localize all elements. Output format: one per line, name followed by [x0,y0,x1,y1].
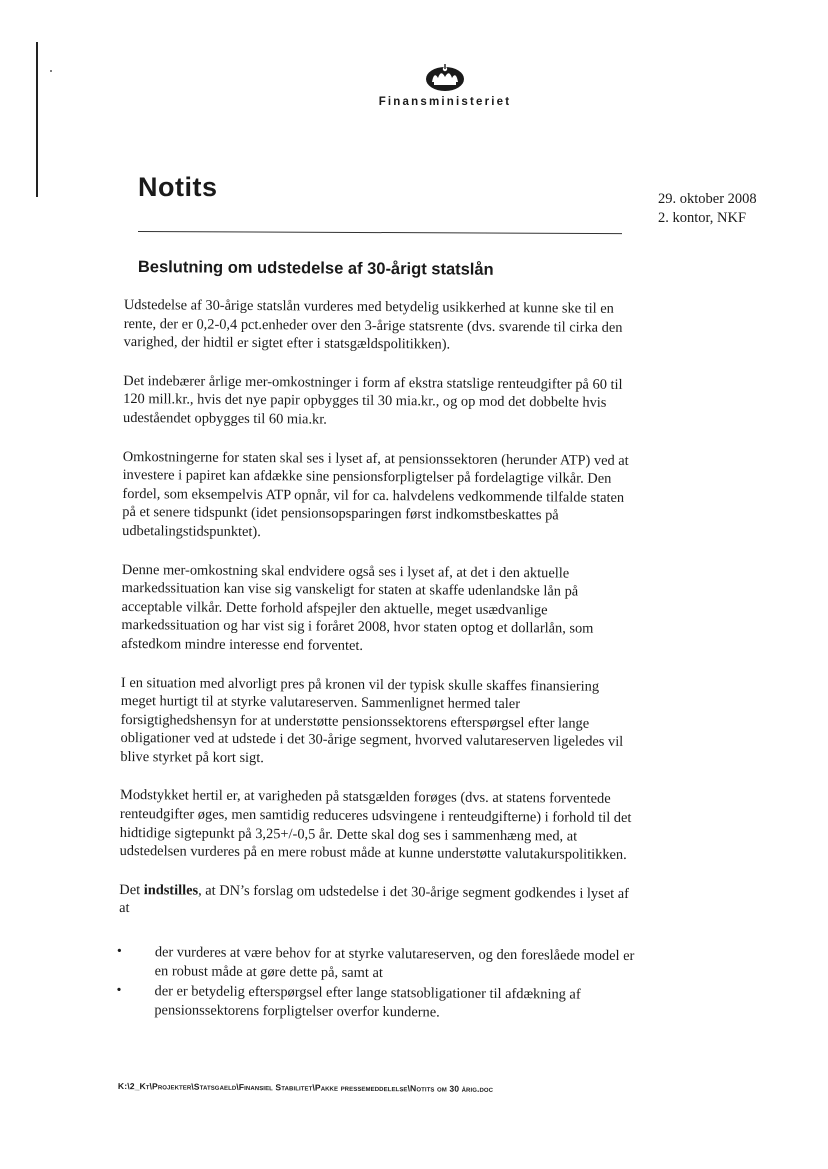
margin-scan-line [36,42,38,197]
scan-speck [50,70,52,72]
paragraph: Omkostningerne for staten skal ses i lyset af, at pensionssektoren (herunder ATP) ved at investere i papiret kan afdække sine pensionsforpligtelser på fordelagtige vilkår. Den fordel, som eksempelvis ATP opnår, vil for ca. halvdelens vedkommende tilfalde staten på et senere tidspunkt (idet pensionsopsparingen først indkomstbeskattes på udbetalingstidspunktet). [122,448,629,541]
recommendation-emphasis: indstilles [143,882,199,899]
paragraph: Denne mer-omkostning skal endvidere også ses i lyset af, at det i den aktuelle markedssituation kan vise sig vanskeligt for staten at skaffe udenlandske lån på acceptable vilkår. Dette forhold afspejler den aktuelle, meget usædvanlige markedssituation og har vist sig i foråret 2008, hvor staten optog et dollarlån, som afstedkom mindre interesse end forventet. [121,561,594,654]
recommendation-rest: , at DN’s forslag om udstedelse i det 30-årige segment godkendes i lyset af at [119,882,629,917]
list-item-text: der vurderes at være behov for at styrke valutareserven, og den foreslåede model er en robust måde at gøre dette på, samt at [154,944,635,981]
ministry-logo [365,62,525,108]
crown-emblem-icon [423,62,467,92]
title-divider [138,231,622,234]
bullet-icon: • [116,943,122,960]
document-office: 2. kontor, NKF [658,210,747,226]
paragraph: Modstykket hertil er, at varigheden på statsgælden forøges (dvs. at statens forventede renteudgifter øges, men samtidig reduceres udsvingene i renteudgifterne) i forhold til det hidtidige sigtepunkt på 3,25+/-0,5 år. Dette skal dog ses i sammenhæng med, at udstedelsen vurderes på en mere robust måde at kunne understøtte valutakurspolitikken. [119,787,632,864]
paragraph: Det indebærer årlige mer-omkostninger i form af ekstra statslige renteudgifter på 60 til 120 mill.kr., hvis det nye papir opbygges til 30 mia.kr., og op mod det dobbelte hvis udeståendet opbygges til 60 mia.kr. [122,372,623,428]
document-body [118,296,640,1025]
paragraph: I en situation med alvorligt pres på kronen vil der typisk skulle skaffes finansiering meget hurtigt til at styrke valutareserven. Sammenlignet hermed taler forsigtighedshensyn for at understøtte pensionssektorens efterspørgsel efter lange obligationer ved at udstede i det 30-årige segment, hvorved valutareserven ligeledes vil blive styrket på kort sigt. [120,674,624,766]
recommendation-list [118,943,635,1023]
document-meta [658,190,757,228]
paragraph: Udstedelse af 30-årige statslån vurderes med betydelig usikkerhed at kunne ske til en rente, der er 0,2-0,4 pct.enheder over den 3-årige statsrente (dvs. svarende til cirka den varighed, der hidtil er sigtet efter i statsgældspolitikken). [123,296,623,353]
document-title: Notits [138,172,218,202]
section-heading: Beslutning om udstedelse af 30-årigt statslån [137,258,494,279]
recommendation-paragraph [119,881,635,922]
list-item [118,982,634,1023]
document-date: 29. oktober 2008 [658,191,757,207]
recommendation-prefix: Det [119,881,144,899]
list-item [116,943,635,984]
ministry-name: Finansministeriet [378,96,512,108]
list-item-text: der er betydelig efterspørgsel efter lange statsobligationer til afdækning af pensionssektorens forpligtelser overfor kunderne. [154,983,581,1021]
bullet-icon: • [116,983,122,999]
file-path-footer: K:\2_Kt\Projekter\Statsgaeld\Finansiel Stabilitet\Pakke pressemeddelelse\Notits om 30 årig.doc [117,1081,494,1094]
